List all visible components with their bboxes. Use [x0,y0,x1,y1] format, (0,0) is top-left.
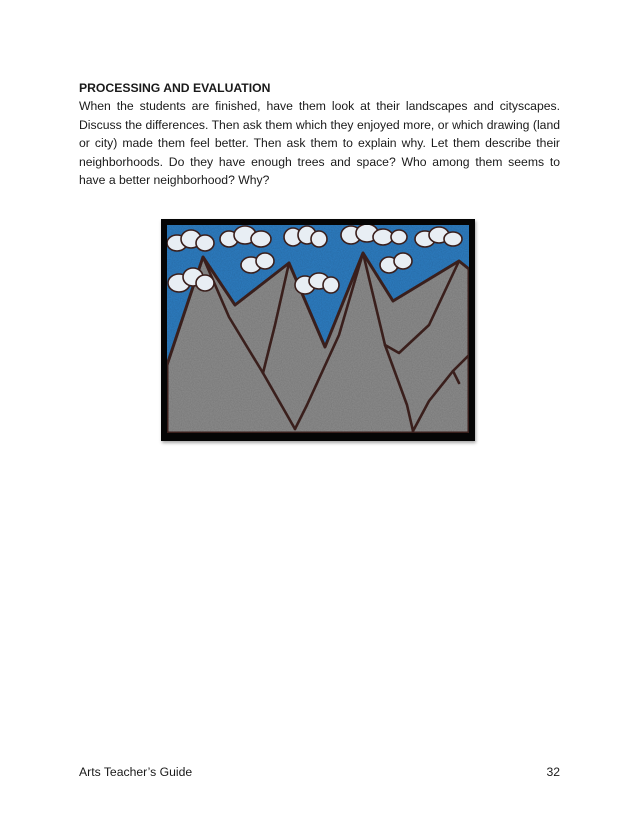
processing-evaluation-section [79,79,560,190]
section-paragraph: When the students are finished, have them look at their landscapes and cityscapes. Discuss the differences. Then ask them which they enjoyed more, or which drawing (land or city) made them feel better. Then ask them to explain why. Let them describe their neighborhoods. Do they have enough trees and space? Who among them seems to have a better neighborhood? Why? [79,99,560,188]
section-heading: PROCESSING AND EVALUATION [79,81,271,95]
mountain-drawing-image [167,225,469,433]
mountain-drawing-figure [161,219,475,441]
footer-title: Arts Teacher’s Guide [79,765,193,779]
page-number: 32 [546,765,560,779]
